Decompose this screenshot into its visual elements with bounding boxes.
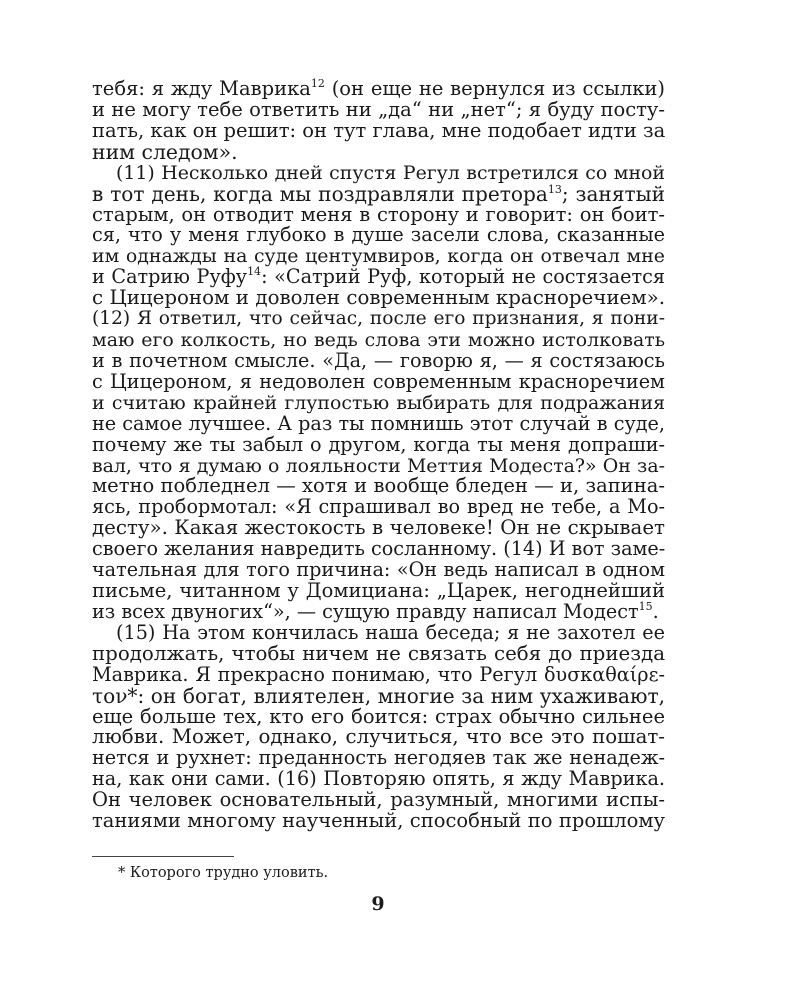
footnote-ref: 15 <box>638 599 653 613</box>
text-line: Он человек основательный, разумный, многими испы- <box>92 788 665 812</box>
text-line: и в почетном смысле. «Да, — говорю я, — я состязаюсь <box>92 348 665 372</box>
text-line: и считаю крайней глупостью выбирать для подражания <box>92 391 665 414</box>
text-line: с Цицероном, я недоволен современным красноречием <box>92 369 665 393</box>
text-line: старым, он отводит меня в сторону и говорит: он боит- <box>92 202 665 226</box>
text-line: в тот день, когда мы поздравляли претора$^{13}$; занятый <box>92 181 666 206</box>
text-line: ним следом». <box>92 139 238 164</box>
paragraph-first-line: (11) Несколько дней спустя Регул встретился со мной <box>116 161 665 184</box>
text-line: почему же ты забыл о другом, когда ты меня допраши- <box>92 432 665 456</box>
text-line: еще больше тех, кто его боится: страх обычно сильнее <box>92 704 665 728</box>
text-line: τον*: он богат, влиятелен, многие за ним ухаживают, <box>92 683 665 708</box>
text-line: продолжать, чтобы ничем не связать себя до приезда <box>92 641 665 665</box>
text-line: любви. Может, однако, случиться, что все это пошат- <box>92 725 665 749</box>
text-line: десту». Какая жестокость в человеке! Он не скрывает <box>92 516 665 540</box>
text-line: нется и рухнет: преданность негодяев так же ненадеж- <box>92 746 665 770</box>
page-number: 9 <box>371 893 385 915</box>
text-line: (12) Я ответил, что сейчас, после его признания, я пони- <box>92 308 665 330</box>
text-line: чательная для того причина: «Он ведь написал в одном <box>92 558 665 582</box>
text-line: на, как они сами. (16) Повторяю опять, я жду Маврика. <box>92 767 665 791</box>
text-line: пать, как он решит: он тут глава, мне подобает идти за <box>92 118 666 142</box>
paragraph-first-line: (15) На этом кончилась наша беседа; я не захотел ее <box>116 620 665 644</box>
footnote-ref: 13 <box>547 182 562 196</box>
text-line: с Цицероном и доволен современным красноречием». <box>92 286 665 310</box>
text-line: им однажды на суде центумвиров, когда он отвечал мне <box>92 245 665 268</box>
text-line: маю его колкость, но ведь слова эти можно истолковать <box>92 329 665 351</box>
text-line: и не могу тебе ответить ни „да“ ни „нет“; я буду посту- <box>92 97 665 121</box>
footnote: * Которого трудно уловить. <box>118 865 329 881</box>
text-line: метно побледнел — хотя и вообще бледен — и, запина- <box>92 474 665 498</box>
footnote-ref: 14 <box>247 265 262 279</box>
text-line: тебя: я жду Маврика$^{12}$ (он еще не вернулся из ссылки) <box>92 77 665 100</box>
text-line: и Сатрию Руфу$^{14}$: «Сатрий Руф, который не состязается <box>92 265 665 289</box>
text-line: ясь, пробормотал: «Я спрашивал во вред не тебе, а Мо- <box>92 495 665 519</box>
text-line: ся, что у меня глубоко в душе засели слова, сказанные <box>92 223 665 247</box>
text-line: таниями многому наученный, способный по прошлому <box>92 809 665 833</box>
footnote-divider <box>92 856 234 857</box>
text-line: Маврика. Я прекрасно понимаю, что Регул δυσκαθαίρε- <box>92 662 665 686</box>
text-line: не самое лучшее. А раз ты помнишь этот случай в суде, <box>92 411 665 435</box>
footnote-ref: 12 <box>310 77 325 90</box>
text-line: вал, что я думаю о лояльности Меттия Модеста?» Он за- <box>92 454 665 477</box>
text-line: из всех двуногих“», — сущую правду написал Модест$^{15}$. <box>92 599 659 623</box>
text-line: письме, читанном у Домициана: „Царек, негоднейший <box>92 579 665 602</box>
text-line: своего желания навредить сосланному. (14) И вот заме- <box>92 537 666 561</box>
